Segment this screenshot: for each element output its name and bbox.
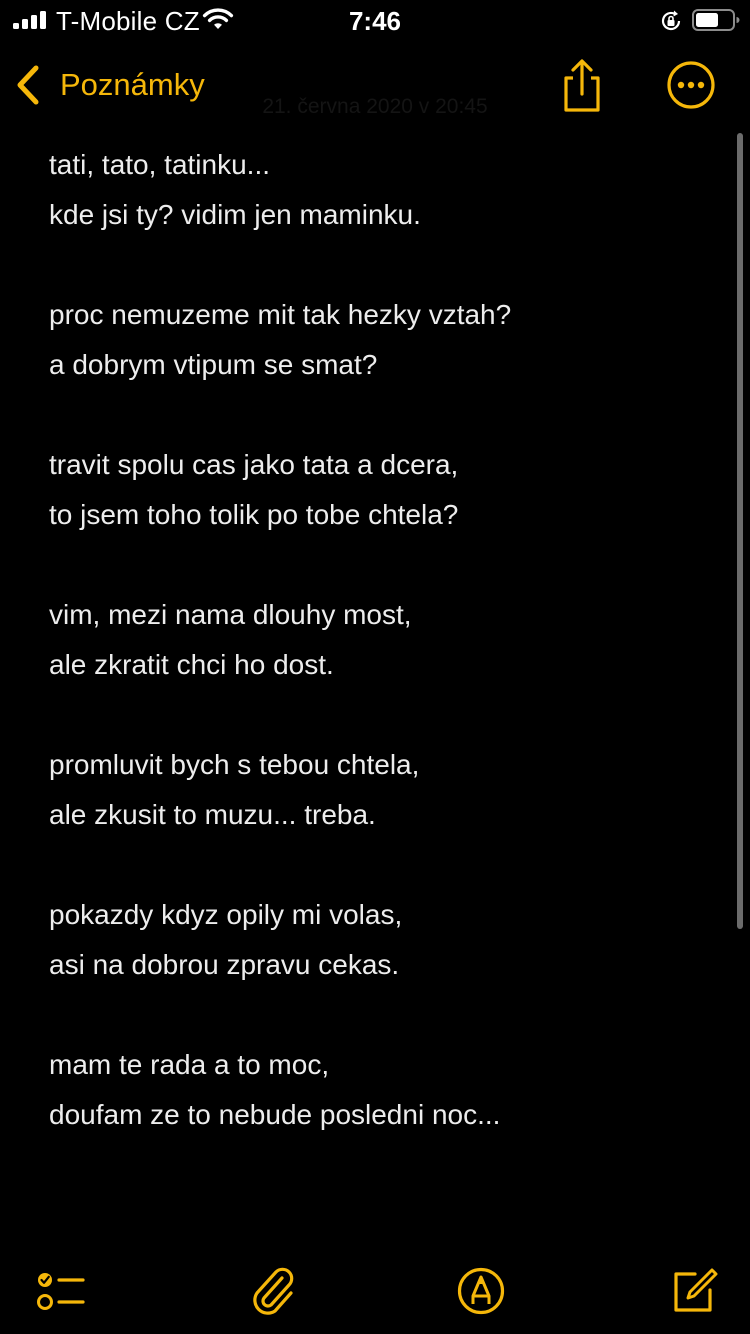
note-line: ale zkusit to muzu... treba. xyxy=(49,799,376,830)
carrier-name: T-Mobile CZ xyxy=(56,6,200,36)
back-label: Poznámky xyxy=(60,67,205,102)
note-line: a dobrym vtipum se smat? xyxy=(49,349,378,380)
note-line: doufam ze to nebude posledni noc... xyxy=(49,1099,501,1130)
note-line: mam te rada a to moc, xyxy=(49,1049,330,1080)
attachment-icon[interactable] xyxy=(248,1266,298,1316)
compose-icon[interactable] xyxy=(668,1266,718,1316)
note-line: vim, mezi nama dlouhy most, xyxy=(49,599,412,630)
note-line: kde jsi ty? vidim jen maminku. xyxy=(49,199,421,230)
status-bar xyxy=(0,0,750,40)
note-line: to jsem toho tolik po tobe chtela? xyxy=(49,499,459,530)
note-line: ale zkratit chci ho dost. xyxy=(49,649,334,680)
note-line: asi na dobrou zpravu cekas. xyxy=(49,949,400,980)
note-stanza xyxy=(49,290,709,390)
note-line: proc nemuzeme mit tak hezky vztah? xyxy=(49,299,512,330)
bottom-toolbar xyxy=(0,1256,750,1326)
markup-icon[interactable] xyxy=(456,1266,506,1316)
note-stanza xyxy=(49,740,709,840)
note-line: travit spolu cas jako tata a dcera, xyxy=(49,449,459,480)
note-stanza xyxy=(49,890,709,990)
note-body[interactable] xyxy=(49,140,709,1190)
note-stanza xyxy=(49,140,709,240)
share-icon[interactable] xyxy=(558,58,606,114)
rotation-lock-icon xyxy=(659,9,683,33)
back-button[interactable] xyxy=(14,62,205,108)
checklist-icon[interactable] xyxy=(35,1266,85,1316)
note-line: promluvit bych s tebou chtela, xyxy=(49,749,420,780)
note-line: pokazdy kdyz opily mi volas, xyxy=(49,899,403,930)
note-stanza xyxy=(49,590,709,690)
navigation-bar xyxy=(0,50,750,130)
battery-icon xyxy=(692,9,740,31)
status-time: 7:46 xyxy=(348,6,402,36)
scroll-indicator[interactable] xyxy=(737,133,743,929)
note-stanza xyxy=(49,440,709,540)
more-options-icon[interactable] xyxy=(666,60,716,110)
note-stanza xyxy=(49,1040,709,1140)
note-line: tati, tato, tatinku... xyxy=(49,149,271,180)
chevron-left-icon xyxy=(14,64,42,106)
note-date-faded: 21. června 2020 v 20:45 xyxy=(262,95,488,118)
